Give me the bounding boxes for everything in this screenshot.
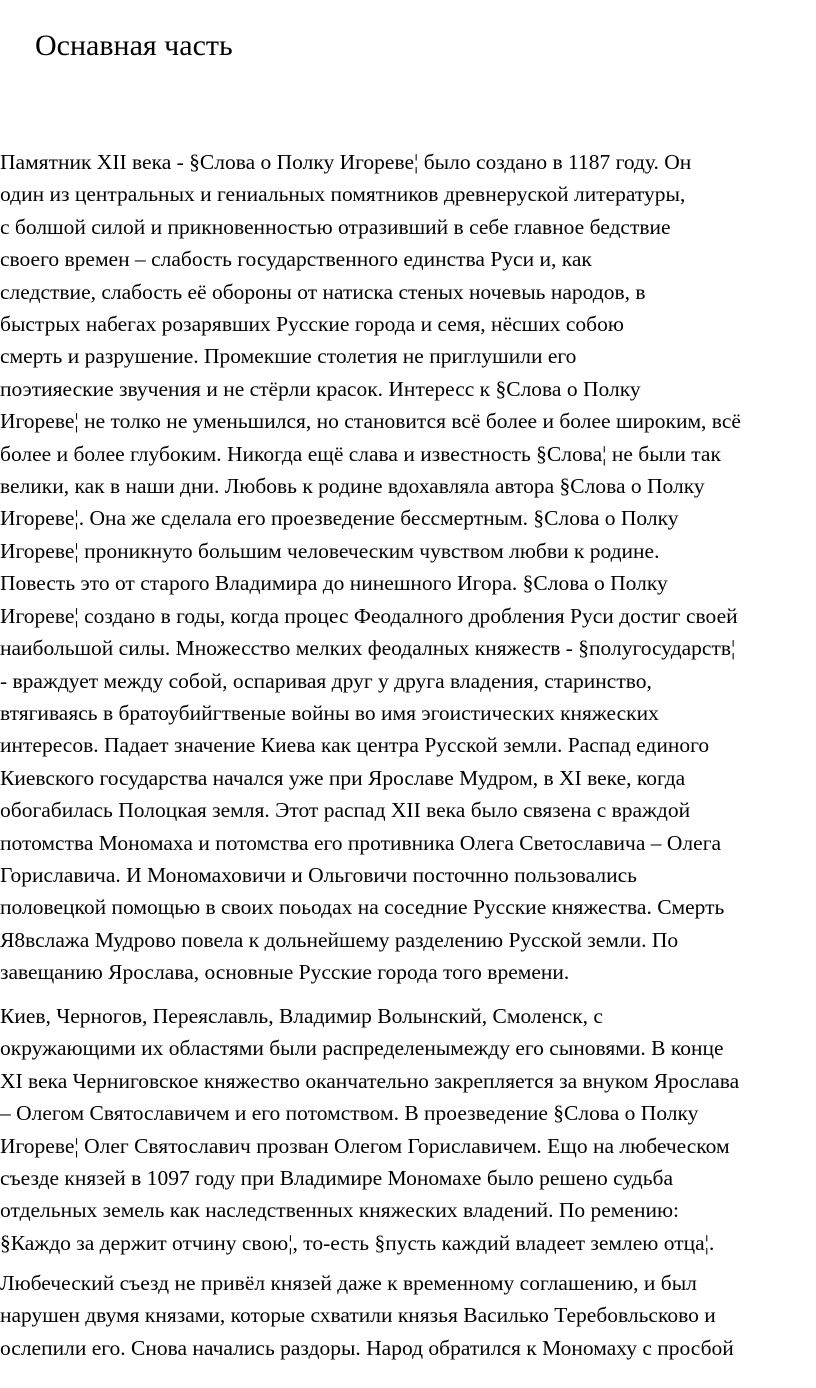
text-line: Игореве¦ Олег Святославич прозван Олегом Гориславичем. Ещо на любеческом bbox=[0, 1133, 730, 1158]
text-line: поэтияеские звучения и не стёрли красок. Интересс к §Слова о Полку bbox=[0, 376, 641, 401]
paragraph-2 bbox=[0, 1000, 816, 1259]
text-line: интересов. Падает значение Киева как центра Русской земли. Распад единого bbox=[0, 733, 710, 758]
text-line: Игореве¦ проникнуто большим человеческим чувством любви к родине. bbox=[0, 538, 660, 563]
text-line: своего времен – слабость государственного единства Руси и, как bbox=[0, 247, 592, 272]
text-line: смерть и разрушение. Промекшие столетия не приглушили его bbox=[0, 344, 577, 369]
paragraph-3 bbox=[0, 1267, 816, 1364]
text-line: завещанию Ярослава, основные Русские города того времени. bbox=[0, 960, 570, 985]
text-line: быстрых набегах розарявших Русские города и семя, нёсших собою bbox=[0, 312, 624, 337]
text-line: Игореве¦. Она же сделала его проезведение бессмертным. §Слова о Полку bbox=[0, 506, 679, 531]
text-line: Игореве¦ не толко не уменьшился, но становится всё более и более широким, всё bbox=[0, 409, 741, 434]
text-line: Игореве¦ создано в годы, когда процес Феодалного дробления Руси достиг своей bbox=[0, 603, 738, 628]
text-line: - враждует между собой, оспаривая друг у друга владения, старинство, bbox=[0, 668, 652, 693]
text-line: окружающими их областями были распределенымежду его сыновями. В конце bbox=[0, 1036, 724, 1061]
text-line: отдельных земель как наследственных княжеских владений. По ремению: bbox=[0, 1198, 679, 1223]
text-line: §Каждо за держит отчину свою¦, то-есть §пусть каждий владеет землею отца¦. bbox=[0, 1230, 715, 1255]
text-line: съезде князей в 1097 году при Владимире Мономахе было решено судьба bbox=[0, 1166, 673, 1191]
text-line: более и более глубоким. Никогда ещё слава и известность §Слова¦ не были так bbox=[0, 441, 721, 466]
text-line: нарушен двумя князами, которые схватили князья Василько Теребовльсково и bbox=[0, 1303, 716, 1328]
text-line: наибольшой силы. Множесство мелких феодалных княжеств - §полугосударств¦ bbox=[0, 636, 736, 661]
text-line: ослепили его. Снова начались раздоры. Народ обратился к Мономаху с просбой bbox=[0, 1335, 734, 1360]
text-line: Киевского государства начался уже при Ярославе Мудром, в XI веке, когда bbox=[0, 765, 686, 790]
text-line: Повесть это от старого Владимира до нинешного Игора. §Слова о Полку bbox=[0, 571, 668, 596]
text-line: XI века Черниговское княжество оканчательно закрепляется за внуком Ярослава bbox=[0, 1068, 740, 1093]
text-line: один из центральных и гениальных помятников древнеруской литературы, bbox=[0, 182, 686, 207]
text-line: половецкой помощью в своих поьодах на соседние Русские княжества. Смерть bbox=[0, 895, 725, 920]
text-line: втягиваясь в братоубийгтвеные войны во имя эгоистических княжеских bbox=[0, 700, 659, 725]
text-line: Гориславича. И Мономаховичи и Ольговичи посточнно пользовались bbox=[0, 862, 637, 887]
text-line: потомства Мономаха и потомства его противника Олега Светославича – Олега bbox=[0, 830, 722, 855]
text-line: – Олегом Святославичем и его потомством. В проезведение §Слова о Полку bbox=[0, 1101, 699, 1126]
paragraph-1 bbox=[0, 146, 816, 989]
text-line: следствие, слабость её обороны от натиска стеных ночевыь народов, в bbox=[0, 279, 646, 304]
text-line: Любеческий съезд не привёл князей даже к временному соглашению, и был bbox=[0, 1271, 697, 1295]
text-line: Я8вслажа Мудрово повела к дольнейшему разделению Русской земли. По bbox=[0, 927, 679, 952]
document-title: Оснавная часть bbox=[35, 29, 233, 62]
text-line: с болшой силой и прикновенностью отразивший в себе главное бедствие bbox=[0, 214, 671, 239]
text-line: велики, как в наши дни. Любовь к родине вдохавляла автора §Слова о Полку bbox=[0, 474, 705, 499]
text-line: Киев, Черногов, Переяславль, Владимир Волынский, Смоленск, с bbox=[0, 1004, 603, 1028]
text-line: обогабилась Полоцкая земля. Этот распад XII века было связена с враждой bbox=[0, 798, 691, 823]
text-line: Памятник XII века - §Слова о Полку Игореве¦ было создано в 1187 году. Он bbox=[0, 150, 692, 174]
